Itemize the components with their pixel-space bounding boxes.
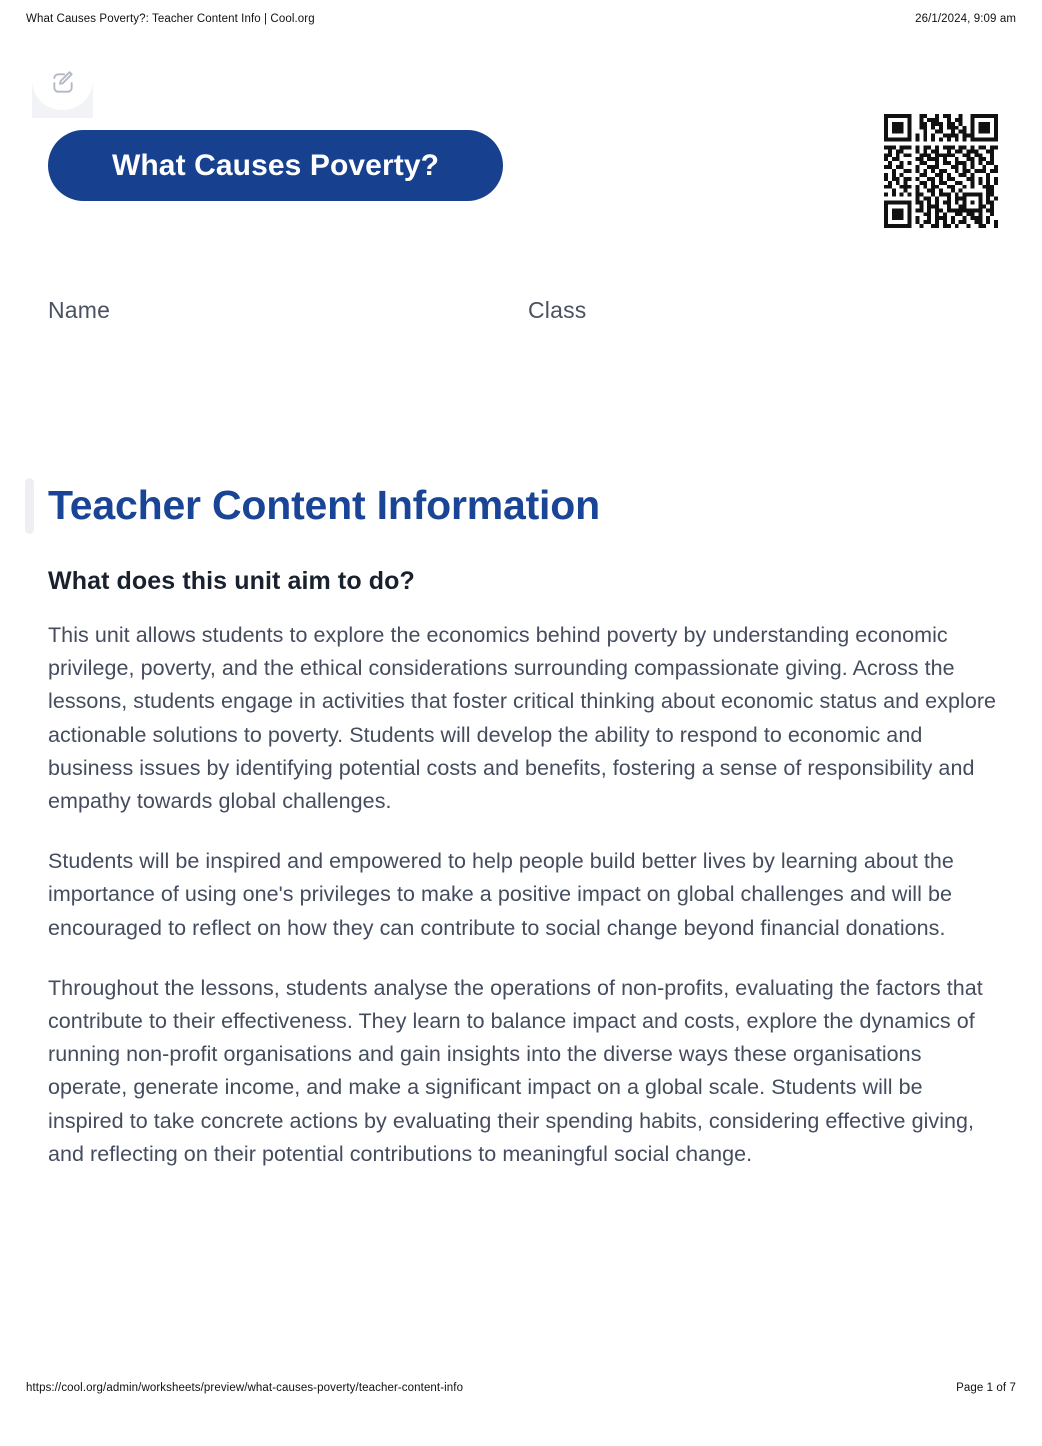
- edit-pen-square-icon: [50, 70, 76, 96]
- section-heading-block: [25, 478, 985, 534]
- class-field-label: Class: [528, 297, 587, 323]
- student-meta-row: [48, 297, 988, 331]
- print-footer: [0, 1379, 1042, 1397]
- subsection-heading: What does this unit aim to do?: [48, 567, 415, 595]
- heading-accent-bar: [25, 478, 34, 534]
- body-content: [48, 619, 1000, 1171]
- name-field-label: Name: [48, 297, 111, 323]
- print-header-title: What Causes Poverty?: Teacher Content Info | Cool.org: [26, 13, 315, 25]
- print-footer-page-number: Page 1 of 7: [956, 1382, 1016, 1394]
- print-footer-url: https://cool.org/admin/worksheets/preview/what-causes-poverty/teacher-content-info: [26, 1382, 464, 1394]
- paragraph: Students will be inspired and empowered to help people build better lives by learning about the importance of using one's privileges to make a positive impact on global challenges and will be encouraged to reflect on how they can contribute to social change beyond financial donations.: [48, 849, 954, 940]
- worksheet-title-pill: [48, 130, 503, 201]
- paragraph: This unit allows students to explore the economics behind poverty by understanding economic privilege, poverty, and the ethical considerations surrounding compassionate giving. Across the lessons, students engage in activities that foster critical thinking about economic status and explore actionable solutions to poverty. Students will develop the ability to respond to economic and business issues by identifying potential costs and benefits, fostering a sense of responsibility and empathy towards global challenges.: [48, 623, 997, 814]
- worksheet-title: What Causes Poverty?: [111, 148, 440, 182]
- paragraph: Throughout the lessons, students analyse the operations of non-profits, evaluating the factors that contribute to their effectiveness. They learn to balance impact and costs, explore the dynamics of running non-profit organisations and gain insights into the diverse ways these organisations operate, generate income, and make a significant impact on a global scale. Students will be inspired to take concrete actions by evaluating their spending habits, considering effective giving, and reflecting on their potential contributions to meaningful social change.: [48, 975, 983, 1166]
- page-title: Teacher Content Information: [48, 482, 600, 529]
- qr-code: [884, 114, 998, 228]
- edit-worksheet-button[interactable]: [32, 48, 93, 118]
- print-header-timestamp: 26/1/2024, 9:09 am: [915, 13, 1016, 25]
